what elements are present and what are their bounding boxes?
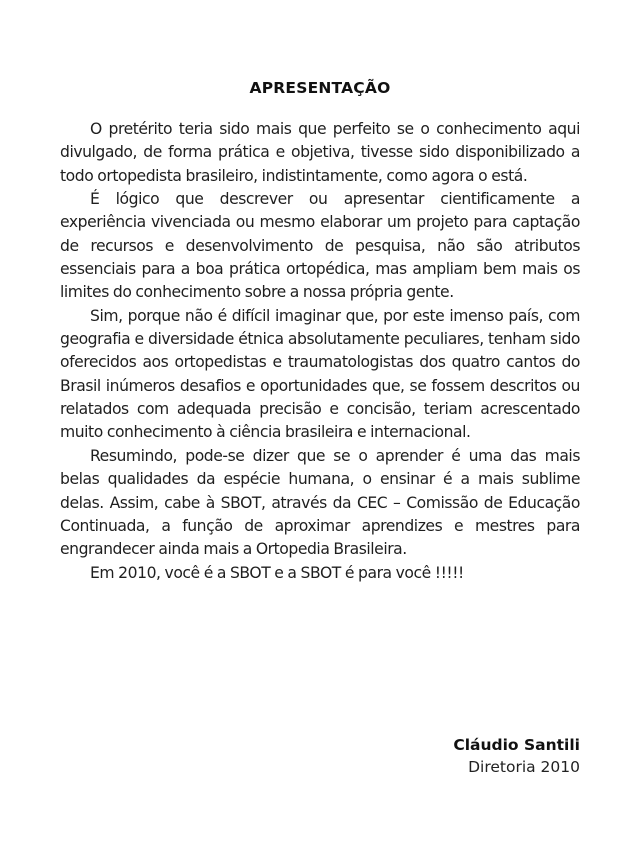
paragraph: É lógico que descrever ou apresentar cientificamente a experiência vivenciada ou mesmo elaborar um projeto para captação de recursos e desenvolvimento de pesquisa, não são atributos essenciais para a boa prática ortopédica, mas ampliam bem mais os limites do conhecimento sobre a nossa própria gente. xyxy=(60,190,580,302)
paragraph: O pretérito teria sido mais que perfeito se o conhecimento aqui divulgado, de forma prática e objetiva, tivesse sido disponibilizado a todo ortopedista brasileiro, indistintamente, como agora o está. xyxy=(60,120,580,185)
page-title: APRESENTAÇÃO xyxy=(249,79,391,97)
signature-block xyxy=(453,734,580,778)
document-page xyxy=(60,0,580,851)
document-body xyxy=(60,118,580,585)
paragraph: Sim, porque não é difícil imaginar que, por este imenso país, com geografia e diversidade étnica absolutamente peculiares, tenham sido oferecidos aos ortopedistas e traumatologistas dos quatro cantos do Brasil inúmeros desafios e oportunidades que, se fossem descritos ou relatados com adequada precisão e concisão, teriam acrescentado muito conhecimento à ciência brasileira e internacional. xyxy=(60,306,580,442)
paragraph: Em 2010, você é a SBOT e a SBOT é para você !!!!! xyxy=(90,563,464,582)
paragraph: Resumindo, pode-se dizer que se o aprender é uma das mais belas qualidades da espécie humana, o ensinar é a mais sublime delas. Assim, cabe à SBOT, através da CEC – Comissão de Educação Continuada, a função de aproximar aprendizes e mestres para engrandecer ainda mais a Ortopedia Brasileira. xyxy=(60,446,580,559)
signature-role: Diretoria 2010 xyxy=(468,758,580,776)
signature-name: Cláudio Santili xyxy=(453,736,580,754)
